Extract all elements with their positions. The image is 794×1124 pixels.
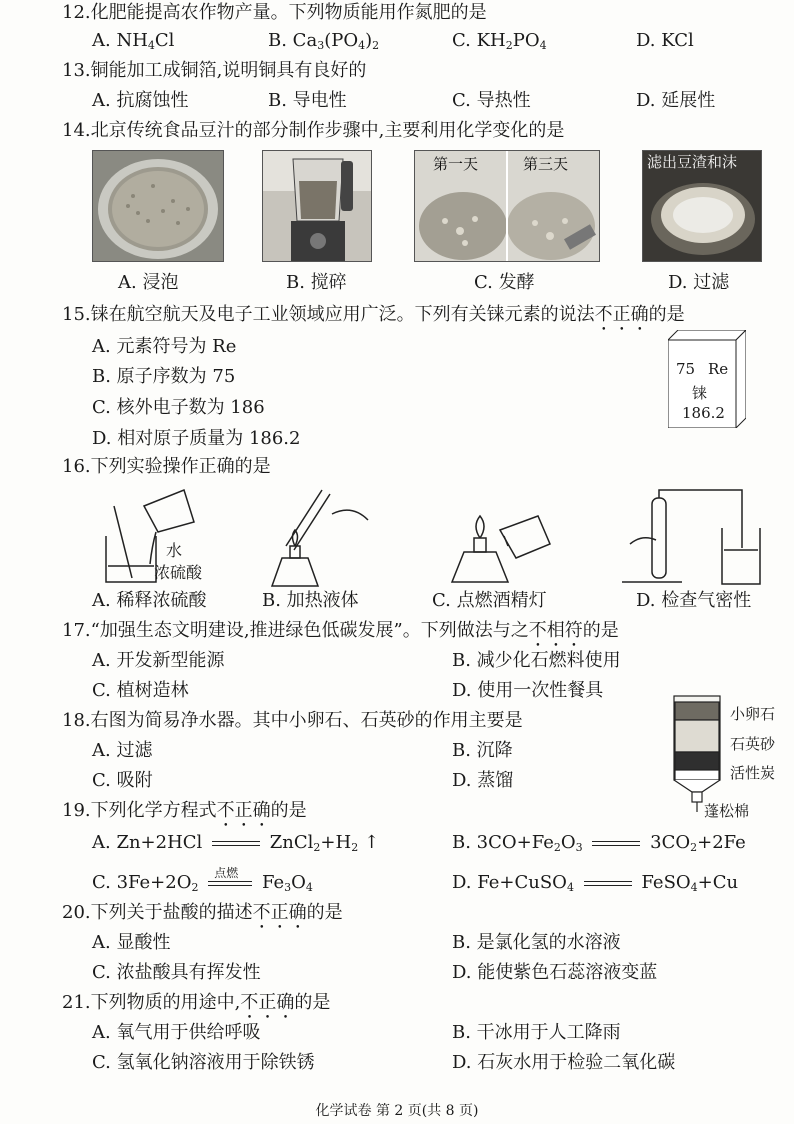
day-three-label: 第三天: [523, 155, 569, 173]
q15-stem: 15.铼在航空航天及电子工业领域应用广泛。下列有关铼元素的说法不正确的是: [62, 304, 685, 325]
q12-option-a: A. $NH_4Cl$: [92, 30, 175, 52]
element-symbol: Re: [708, 360, 729, 378]
q19-option-b: B. $3CO+Fe_2O_3$ $3CO_2+2Fe$: [452, 832, 746, 854]
water-label: 水: [166, 541, 183, 560]
filtering-photo: [642, 150, 762, 262]
q18-option-d: D. 蒸馏: [452, 770, 514, 791]
acid-label: 浓硫酸: [154, 563, 203, 582]
q14-option-a: A. 浸泡: [118, 272, 179, 293]
q13-stem: 13.铜能加工成铜箔,说明铜具有良好的: [62, 60, 367, 81]
q12-option-c: C. $KH_2PO_4$: [452, 30, 547, 52]
q15-option-c: C. 核外电子数为 186: [92, 397, 265, 418]
q20-option-c: C. 浓盐酸具有挥发性: [92, 962, 261, 983]
q20-option-d: D. 能使紫色石蕊溶液变蓝: [452, 962, 658, 983]
q21-option-d: D. 石灰水用于检验二氧化碳: [452, 1052, 676, 1073]
q20-option-b: B. 是氯化氢的水溶液: [452, 932, 621, 953]
element-name: 铼: [692, 384, 708, 402]
rhenium-element-card: [668, 330, 742, 424]
q17-option-a: A. 开发新型能源: [92, 650, 225, 671]
q18-option-c: C. 吸附: [92, 770, 153, 791]
activated-carbon-label: 活性炭: [730, 764, 776, 782]
q21-option-c: C. 氢氧化钠溶液用于除铁锈: [92, 1052, 315, 1073]
q18-option-a: A. 过滤: [92, 740, 153, 761]
q14-stem: 14.北京传统食品豆汁的部分制作步骤中,主要利用化学变化的是: [62, 120, 565, 141]
q15-option-b: B. 原子序数为 75: [92, 366, 236, 387]
q16-stem: 16.下列实验操作正确的是: [62, 456, 271, 477]
airtightness-diagram: [622, 488, 762, 586]
day-one-label: 第一天: [433, 155, 479, 173]
q12-stem: 12.化肥能提高农作物产量。下列物质能用作氮肥的是: [62, 2, 487, 23]
q20-option-a: A. 显酸性: [92, 932, 171, 953]
q12-option-b: B. $Ca_3(PO_4)_2$: [268, 30, 380, 52]
q17-option-c: C. 植树造林: [92, 680, 189, 701]
q14-option-c: C. 发酵: [474, 272, 535, 293]
pebble-label: 小卵石: [730, 705, 776, 723]
q15-option-d: D. 相对原子质量为 186.2: [92, 428, 301, 449]
q19-stem: 19.下列化学方程式不正确的是: [62, 800, 307, 821]
q13-option-c: C. 导热性: [452, 90, 531, 111]
q21-option-b: B. 干冰用于人工降雨: [452, 1022, 621, 1043]
light-lamp-diagram: [446, 486, 556, 586]
q18-option-b: B. 沉降: [452, 740, 513, 761]
page-footer: 化学试卷 第 2 页(共 8 页): [315, 1103, 479, 1119]
q21-option-a: A. 氧气用于供给呼吸: [92, 1022, 261, 1043]
q17-option-b: B. 减少化石燃料使用: [452, 650, 621, 671]
quartz-sand-label: 石英砂: [730, 735, 776, 753]
q14-option-b: B. 搅碎: [286, 272, 347, 293]
q14-option-d: D. 过滤: [668, 272, 730, 293]
q17-option-d: D. 使用一次性餐具: [452, 680, 604, 701]
q19-option-a: A. Zn+2HCl $ZnCl_2+H_2$ ↑: [92, 832, 380, 854]
q13-option-d: D. 延展性: [636, 90, 716, 111]
q13-option-a: A. 抗腐蚀性: [92, 90, 189, 111]
q16-option-b: B. 加热液体: [262, 590, 359, 611]
q19-option-c: C. $3Fe+2O_2$ 点燃 $Fe_3O_4$: [92, 872, 313, 894]
soaking-photo: [92, 150, 224, 262]
q16-option-d: D. 检查气密性: [636, 590, 752, 611]
q18-stem: 18.右图为简易净水器。其中小卵石、石英砂的作用主要是: [62, 710, 523, 731]
atomic-number: 75: [676, 360, 696, 378]
filter-label: 滤出豆渣和沫: [647, 153, 738, 171]
atomic-mass: 186.2: [682, 404, 725, 422]
water-purifier-diagram: [668, 688, 728, 818]
q15-option-a: A. 元素符号为 Re: [92, 336, 237, 357]
q20-stem: 20.下列关于盐酸的描述不正确的是: [62, 902, 343, 923]
q12-option-d: D. KCl: [636, 30, 694, 51]
q13-option-b: B. 导电性: [268, 90, 347, 111]
q19-option-d: D. Fe+CuSO$_4$ FeSO$_4$+Cu: [452, 872, 739, 894]
heat-liquid-diagram: [262, 484, 374, 588]
cotton-label: 蓬松棉: [704, 802, 750, 820]
blender-photo: [262, 150, 372, 262]
fermentation-photo: [414, 150, 600, 262]
q16-option-a: A. 稀释浓硫酸: [92, 590, 207, 611]
ignite-condition: 点燃: [214, 865, 239, 880]
q21-stem: 21.下列物质的用途中,不正确的是: [62, 992, 331, 1013]
q17-stem: 17.“加强生态文明建设,推进绿色低碳发展”。下列做法与之不相符的是: [62, 620, 619, 641]
q16-option-c: C. 点燃酒精灯: [432, 590, 547, 611]
